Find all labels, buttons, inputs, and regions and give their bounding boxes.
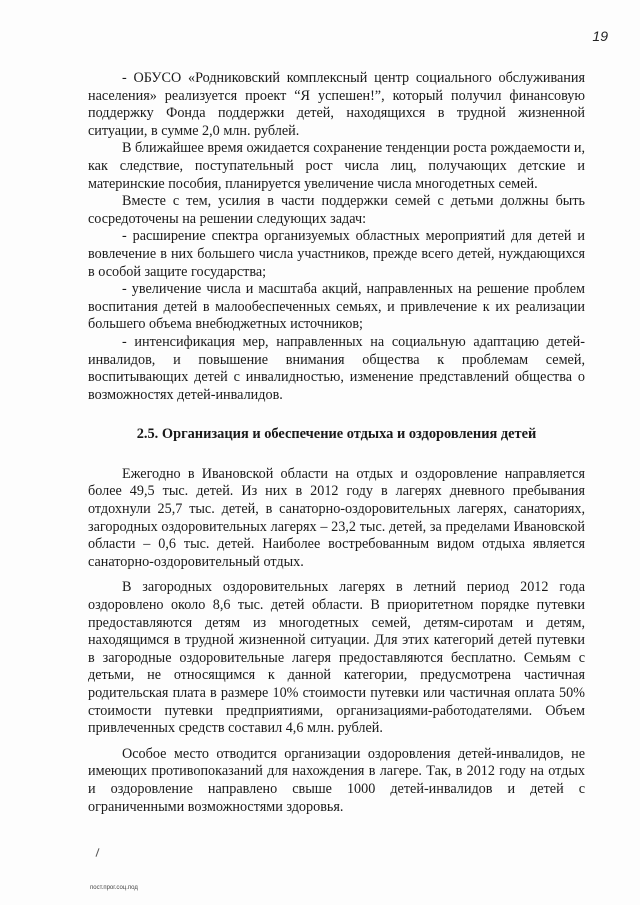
scan-mark <box>95 848 99 857</box>
task-item-disabled-children: - интенсификация мер, направленных на социальную адаптацию детей-инвалидов, и повышение внимания общества к проблемам семей, воспитывающих детей с инвалидностью, изменение представлений общества о возможностях детей-инвалидов. <box>88 333 585 403</box>
paragraph-annual-recreation: Ежегодно в Ивановской области на отдых и оздоровление направляется более 49,5 тыс. детей. Из них в 2012 году в лагерях дневного пребывания отдохнули 25,7 тыс. детей, в санаторно-оздоровительных лагерях, санаториях, загородных оздоровительных лагерях – 23,2 тыс. детей, за пределами Ивановской области – 0,6 тыс. детей. Наиболее востребованным видом отдыха является санаторно-оздоровительный отдых. <box>88 465 585 570</box>
paragraph-birth-rate: В ближайшее время ожидается сохранение тенденции роста рождаемости и, как следствие, поступательный рост числа лиц, получающих детские и материнские пособия, планируется увеличение числа многодетных семей. <box>88 140 585 192</box>
task-item-actions: - увеличение числа и масштаба акций, направленных на решение проблем воспитания детей в малообеспеченных семьях, и привлечение к их реализации большего объема внебюджетных источников; <box>88 281 585 333</box>
page-number: 19 <box>592 28 608 44</box>
document-body <box>88 70 585 816</box>
paragraph-rodniki-project: - ОБУСО «Родниковский комплексный центр социального обслуживания населения» реализуется проект “Я успешен!”, который получил финансовую поддержку Фонда поддержки детей, находящихся в трудной жизненной ситуации, в сумме 2,0 млн. рублей. <box>88 70 585 139</box>
paragraph-disabled-children-recreation: Особое место отводится организации оздоровления детей-инвалидов, не имеющих противопоказаний для нахождения в лагере. Так, в 2012 году на отдых и оздоровление направлено свыше 1000 детей-инвалидов и детей с ограниченными возможностями здоровья. <box>88 745 585 815</box>
paragraph-country-camps: В загородных оздоровительных лагерях в летний период 2012 года оздоровлено около 8,6 тыс. детей области. В приоритетном порядке путевки предоставляются детям из многодетных семей, детям-сиротам и детям, находящимся в трудной жизненной ситуации. Для этих категорий детей путевки в загородные оздоровительные лагеря предоставляются бесплатно. Семьям с детьми, не относящимся к данной категории, предусмотрена частичная родительская плата в размере 10% стоимости путевки или частичная оплата 50% стоимости путевки предприятиями, организациями-работодателями. Объем привлеченных средств составил 4,6 млн. рублей. <box>88 579 585 737</box>
section-heading: 2.5. Организация и обеспечение отдыха и оздоровления детей <box>136 426 537 443</box>
paragraph-tasks-intro: Вместе с тем, усилия в части поддержки семей с детьми должны быть сосредоточены на решении следующих задач: <box>88 193 585 227</box>
task-item-events: - расширение спектра организуемых областных мероприятий для детей и вовлечение в них большего числа участников, прежде всего детей, нуждающихся в особой защите государства; <box>88 228 585 280</box>
footer-code: пост.прог.соц.под <box>90 885 138 891</box>
